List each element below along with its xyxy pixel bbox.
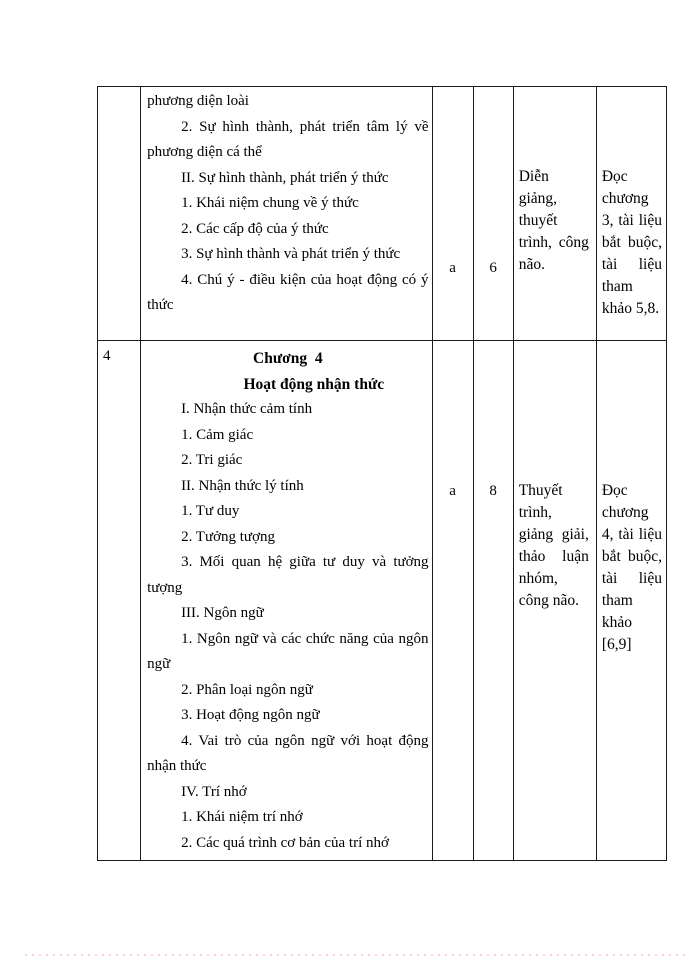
cell-reading: [596, 87, 666, 341]
content-paragraph: 3. Hoạt động ngôn ngữ: [181, 707, 320, 723]
content-paragraph: III. Ngôn ngữ: [181, 605, 264, 621]
reading-text: Đọc chương 3, tài liệu bắt buộc, tài liệu tham khảo 5,8.: [601, 168, 662, 317]
content-paragraph: 2. Tưởng tượng: [181, 528, 275, 545]
content-paragraph: 1. Khái niệm trí nhớ: [181, 809, 303, 825]
content-paragraph: 4. Vai trò của ngôn ngữ với hoạt động nhận thức: [147, 732, 429, 774]
methods-text: Diễn giảng, thuyết trình, công não.: [518, 168, 589, 273]
row-number: [98, 87, 140, 90]
hours-value: 8: [489, 483, 497, 499]
cell-methods: [513, 87, 596, 341]
content-paragraph: II. Nhận thức lý tính: [181, 477, 304, 494]
content-paragraph: 4. Chú ý - điều kiện của hoạt động có ý thức: [147, 271, 429, 313]
page-break-dots: [25, 954, 687, 956]
syllabus-table: [97, 86, 667, 861]
content-paragraph: phương diện loài: [147, 93, 249, 109]
cell-form: [432, 341, 473, 861]
content-paragraph: 2. Sự hình thành, phát triển tâm lý về phương diện cá thể: [147, 118, 429, 160]
content-paragraph: I. Nhận thức cảm tính: [181, 401, 313, 417]
cell-hours: [473, 341, 513, 861]
hours-value: 6: [489, 260, 497, 276]
content-paragraph: 1. Cảm giác: [181, 426, 254, 443]
content-block: [141, 87, 432, 339]
content-block: [141, 341, 432, 859]
content-paragraph: 1. Ngôn ngữ và các chức năng của ngôn ngữ: [147, 630, 429, 672]
cell-content: [141, 341, 433, 861]
form-value: a: [449, 483, 456, 499]
cell-hours: [473, 87, 513, 341]
content-paragraph: 2. Tri giác: [181, 452, 243, 468]
form-value: a: [449, 260, 456, 276]
content-paragraph: 2. Phân loại ngôn ngữ: [181, 681, 313, 698]
cell-reading: [596, 341, 666, 861]
syllabus-table-container: [97, 86, 667, 861]
table-row-chapter4: [98, 341, 667, 861]
methods-text: Thuyết trình, giảng giải, thảo luận nhóm, công não.: [518, 482, 589, 609]
chapter-subtitle: Hoạt động nhận thức: [243, 375, 385, 393]
reading-text: Đọc chương 4, tài liệu bắt buộc, tài liệu tham khảo [6,9]: [601, 482, 662, 653]
cell-stt: [98, 87, 141, 341]
cell-stt: [98, 341, 141, 861]
chapter-title: Chương 4: [253, 350, 323, 367]
content-paragraph: 1. Tư duy: [181, 503, 240, 519]
cell-methods: [513, 341, 596, 861]
cell-content: [141, 87, 433, 341]
content-paragraph: 2. Các quá trình cơ bản của trí nhớ: [181, 834, 389, 851]
content-paragraph: 1. Khái niệm chung về ý thức: [181, 195, 359, 211]
table-row-chapter3: [98, 87, 667, 341]
content-paragraph: IV. Trí nhớ: [181, 783, 247, 800]
content-paragraph: 3. Mối quan hệ giữa tư duy và tưởng tượng: [147, 554, 429, 596]
content-paragraph: II. Sự hình thành, phát triển ý thức: [181, 169, 389, 186]
content-paragraph: 2. Các cấp độ của ý thức: [181, 220, 329, 237]
content-paragraph: 3. Sự hình thành và phát triển ý thức: [181, 246, 401, 262]
row-number: 4: [103, 348, 111, 364]
cell-form: [432, 87, 473, 341]
